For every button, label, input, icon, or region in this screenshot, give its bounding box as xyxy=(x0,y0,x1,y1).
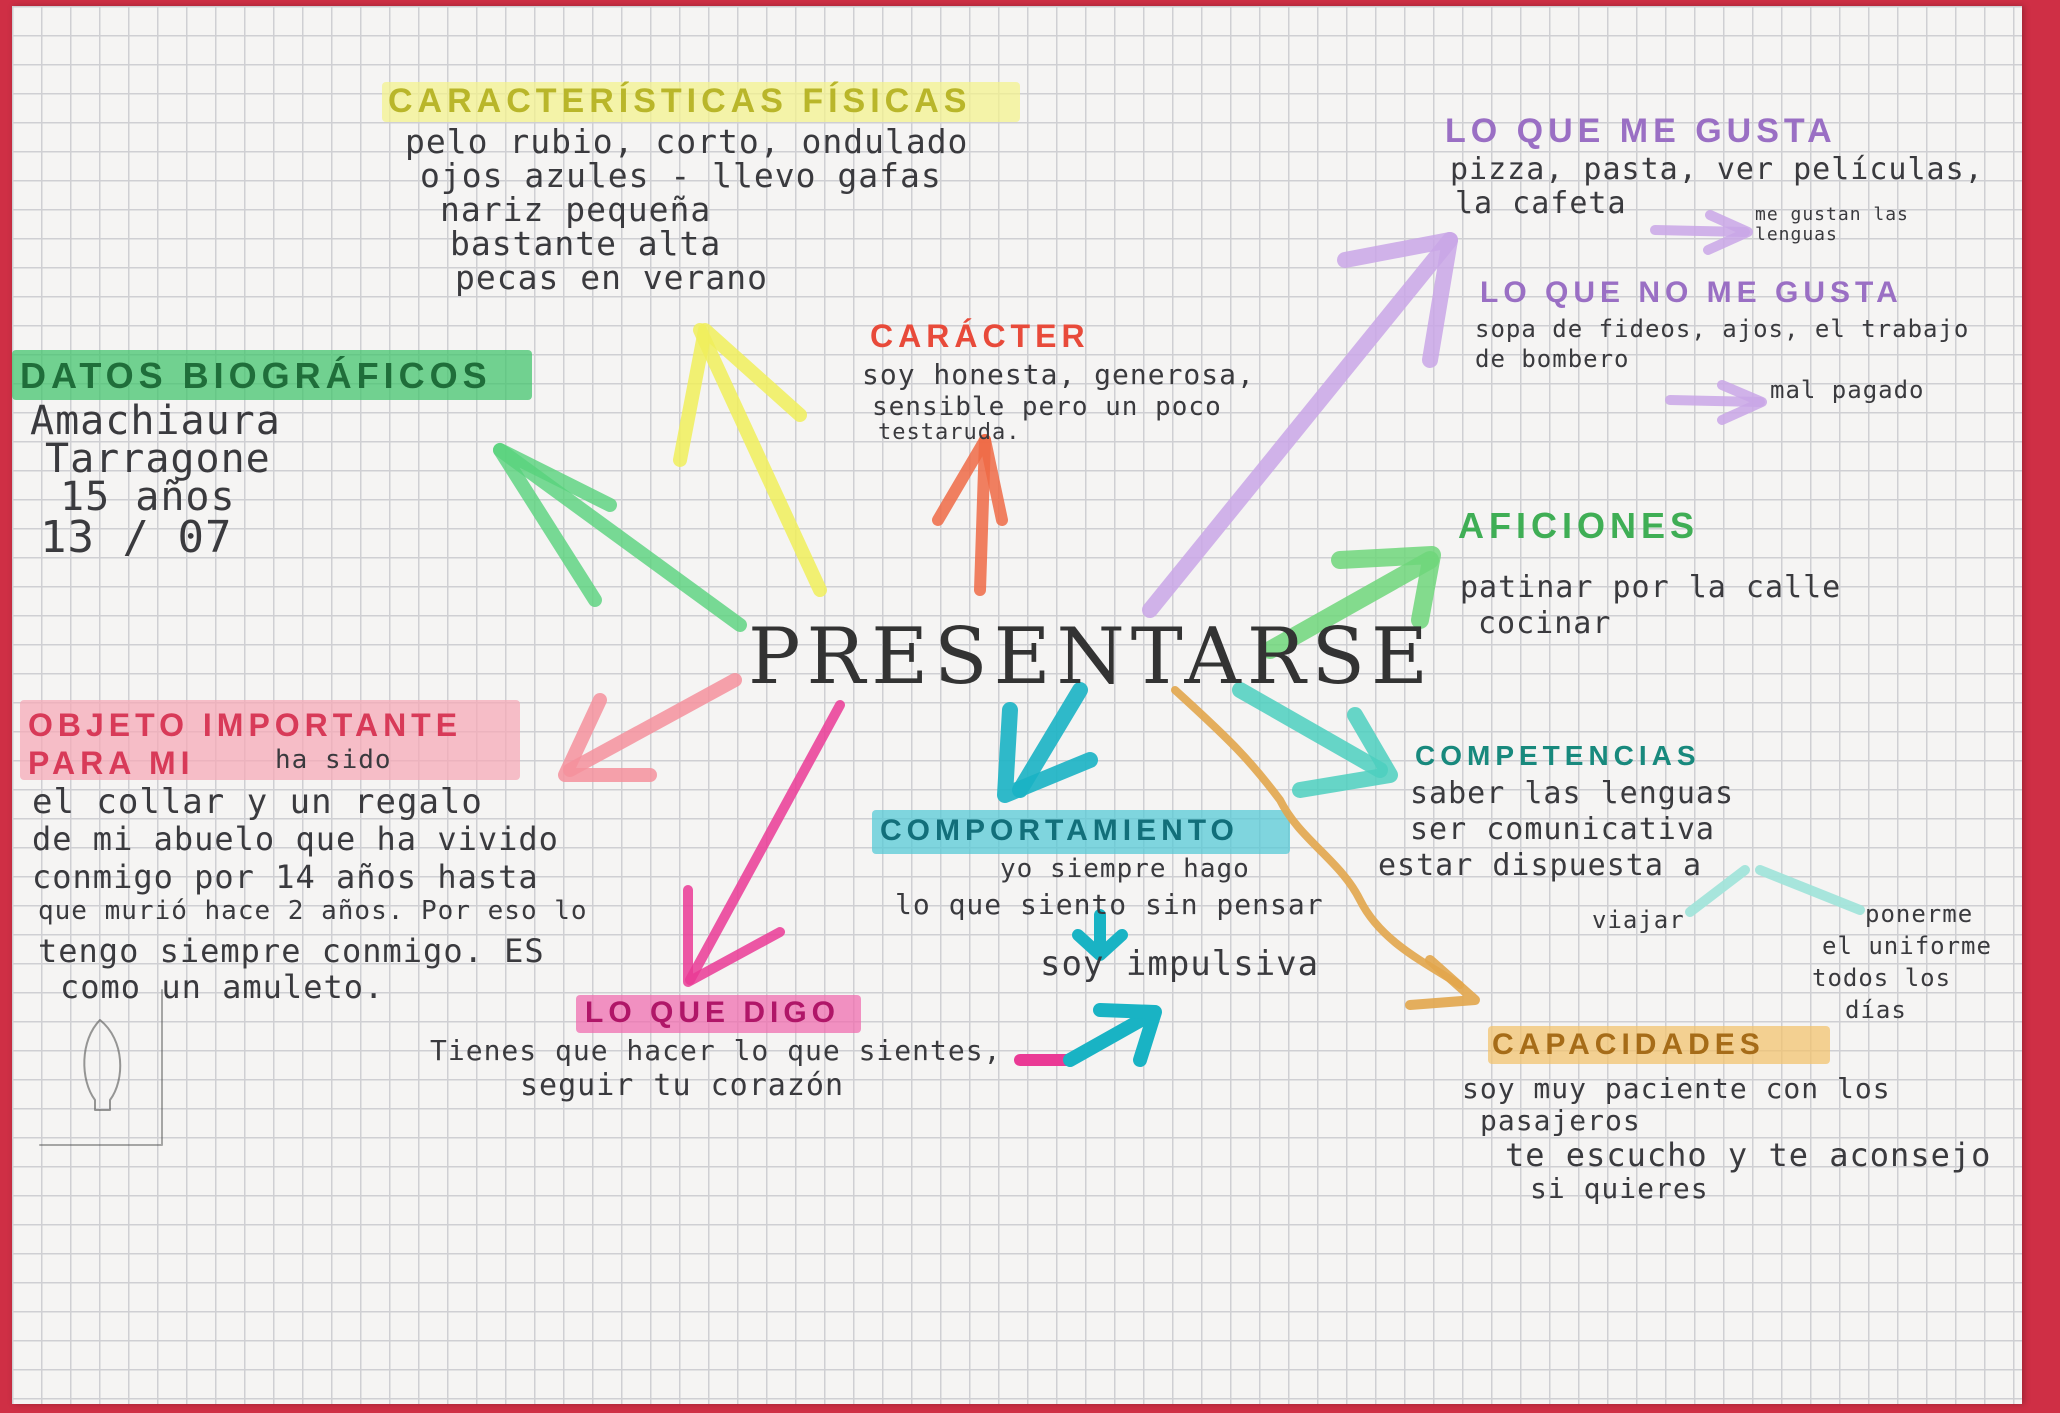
comportamiento-result: soy impulsiva xyxy=(1040,944,1320,984)
datos-line-4: 13 / 07 xyxy=(40,512,233,563)
title-capacidades: CAPACIDADES xyxy=(1492,1028,1765,1061)
gusta-line-2: la cafeta xyxy=(1455,186,1627,221)
doodle-light-bulb xyxy=(84,1020,120,1110)
title-caracteristicas-fisicas: CARACTERÍSTICAS FÍSICAS xyxy=(388,82,972,120)
gusta-line-1: pizza, pasta, ver películas, xyxy=(1450,152,1984,187)
datos-line-1: Amachiaura xyxy=(30,398,281,444)
objeto-line-4: conmigo por 14 años hasta xyxy=(32,858,539,896)
datos-line-2: Tarragone xyxy=(45,436,271,482)
aficiones-line-2: cocinar xyxy=(1478,606,1612,641)
nogusta-line-2: mal pagado xyxy=(1770,376,1925,404)
objeto-line-6: tengo siempre conmigo. ES xyxy=(38,932,545,970)
caracter-line-3: testaruda. xyxy=(878,420,1021,445)
comportamiento-line-1: yo siempre hago xyxy=(1000,854,1250,884)
competencias-right-1: ponerme xyxy=(1865,900,1974,928)
capacidades-line-2: pasajeros xyxy=(1480,1104,1641,1137)
caracteristicas-line-5: pecas en verano xyxy=(455,258,769,297)
comportamiento-line-2: lo que siento sin pensar xyxy=(895,888,1324,921)
title-comportamiento: COMPORTAMIENTO xyxy=(880,814,1239,847)
capacidades-line-4: si quieres xyxy=(1530,1172,1709,1205)
caracter-line-2: sensible pero un poco xyxy=(872,392,1222,422)
arrow-head-caracter xyxy=(938,440,1002,520)
caracteristicas-line-4: bastante alta xyxy=(450,224,722,263)
caracteristicas-line-2: ojos azules - llevo gafas xyxy=(420,156,942,195)
objeto-line-2: el collar y un regalo xyxy=(32,782,483,822)
capacidades-line-3: te escucho y te aconsejo xyxy=(1505,1136,1992,1174)
competencias-right-4: días xyxy=(1845,996,1907,1024)
center-title: PRESENTARSE xyxy=(748,612,1434,702)
nogusta-line-1: sopa de fideos, ajos, el trabajo de bombero xyxy=(1475,315,1970,373)
arrow-ponerme xyxy=(1760,870,1860,910)
datos-line-3: 15 años xyxy=(60,474,236,520)
aficiones-line-1: patinar por la calle xyxy=(1460,570,1842,605)
title-lo-que-me-gusta: LO QUE ME GUSTA xyxy=(1445,112,1837,150)
competencias-right-3: todos los xyxy=(1812,964,1952,992)
digo-line-2: seguir tu corazón xyxy=(520,1068,845,1103)
caracteristicas-line-3: nariz pequeña xyxy=(440,190,712,229)
arrow-caracteristicas xyxy=(700,330,820,590)
competencias-line-2: ser comunicativa xyxy=(1410,812,1715,847)
caracter-line-1: soy honesta, generosa, xyxy=(862,358,1255,391)
competencias-viajar: viajar xyxy=(1592,906,1685,934)
arrow-datos xyxy=(500,450,740,625)
arrow-head-caracteristicas xyxy=(680,330,800,460)
arrow-head-capacidades xyxy=(1410,960,1475,1005)
objeto-line-5: que murió hace 2 años. Por eso lo xyxy=(38,896,588,926)
competencias-line-3: estar dispuesta a xyxy=(1378,848,1703,883)
competencias-right-2: el uniforme xyxy=(1822,932,1992,960)
objeto-line-7: como un amuleto. xyxy=(60,968,385,1006)
caracteristicas-line-1: pelo rubio, corto, ondulado xyxy=(405,122,969,161)
digo-line-1: Tienes que hacer lo que sientes, xyxy=(430,1034,1002,1067)
competencias-line-1: saber las lenguas xyxy=(1410,776,1735,811)
objeto-line-3: de mi abuelo que ha vivido xyxy=(32,820,559,858)
title-competencias: COMPETENCIAS xyxy=(1415,740,1701,771)
arrow-small-gusta xyxy=(1655,230,1745,232)
title-datos-biograficos: DATOS BIOGRÁFICOS xyxy=(20,355,492,396)
title-lo-que-no-me-gusta: LO QUE NO ME GUSTA xyxy=(1480,276,1903,309)
title-lo-que-digo: LO QUE DIGO xyxy=(585,996,841,1029)
doodle-lines xyxy=(40,990,162,1145)
capacidades-line-1: soy muy paciente con los xyxy=(1462,1072,1891,1105)
title-caracter: CARÁCTER xyxy=(870,318,1090,354)
objeto-line-1: ha sido xyxy=(275,745,392,775)
title-objeto-importante: OBJETO IMPORTANTE PARA MI xyxy=(28,707,463,781)
gusta-line-3: me gustan las lenguas xyxy=(1755,204,1909,245)
title-aficiones: AFICIONES xyxy=(1458,505,1700,546)
